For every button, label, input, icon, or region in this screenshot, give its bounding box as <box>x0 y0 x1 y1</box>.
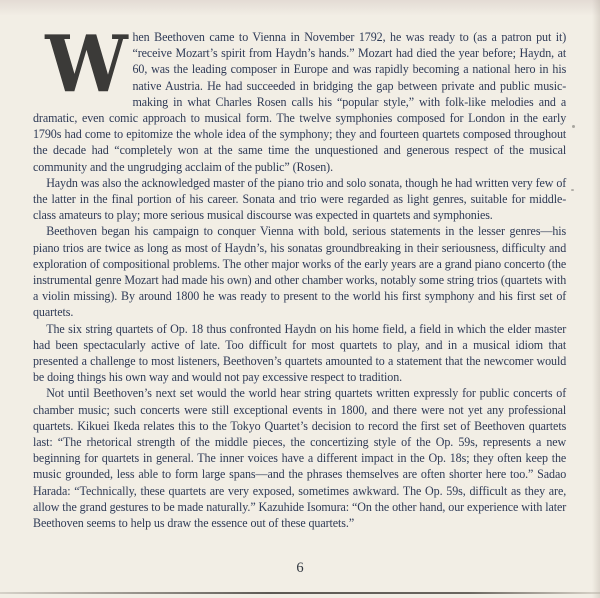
paragraph-1-text: hen Beethoven came to Vienna in November 1792, he was ready to (as a patron put it) “receive Mozart’s spirit from Haydn’s hands.” Mozart had died the year before; Haydn, at 60, was the leading composer in Europe and was rapidly becoming a national hero in his native Austria. He had succeeded in bridging the gap between private and public music-making in what Charles Rosen calls his “popular style,” with folk-like melodies and a dramatic, even comic approach to musical form. The twelve symphonies composed for London in the early 1790s had come to epitomize the whole idea of the symphony; they and fourteen quartets composed throughout the decade had “completely won at the same time the unquestioned and generous respect of the musical community and the ungrudging acclaim of the public” (Rosen). <box>33 30 567 174</box>
scan-dust-speck <box>571 189 574 191</box>
paragraph-4: The six string quartets of Op. 18 thus confronted Haydn on his home field, a field in which the elder master had been spectacularly active of late. Too difficult for most quartets to play, and in a musical idiom that presented a challenge to most listeners, Beethoven’s quartets amounted to a statement that the newcomer would be doing things his own way and would not pay excessive respect to tradition. <box>33 321 567 385</box>
liner-notes-text <box>33 19 567 531</box>
paragraph-1 <box>33 19 567 175</box>
drop-cap-letter: W <box>45 19 125 110</box>
paragraph-5: Not until Beethoven’s next set would the world hear string quartets written expressly for public concerts of chamber music; such concerts were still exceptional events in 1800, and there were not yet any professional quartets. Kikuei Ikeda relates this to the Tokyo Quartet’s decision to record the first set of Beethoven quartets last: “The rhetorical strength of the middle pieces, the concertizing style of the Op. 59s, represents a new beginning for quartets in general. The inner voices have a different impact in the Op. 18s; they often keep the music grounded, less able to form large spans—and the phrases themselves are often shorter here too.” Sadao Harada: “Technically, these quartets are very exposed, sometimes awkward. The Op. 59s, difficult as they are, allow the grand gestures to be made naturally.” Kazuhide Isomura: “On the other hand, our experience with later Beethoven seems to help us draw the essence out of these quartets.” <box>33 386 567 531</box>
paragraph-3: Beethoven began his campaign to conquer Vienna with bold, serious statements in the lesser genres—his piano trios are twice as long as most of Haydn’s, his sonatas groundbreaking in their seriousness, difficulty and exploration of compositional problems. The other major works of the early years are a grand piano concerto (the instrumental genre Mozart had made his own) and other chamber works, notably some string trios (quartets with a violin missing). By around 1800 he was ready to present to the world his first symphony and his first set of quartets. <box>33 224 567 320</box>
scan-edge-shadow-right <box>592 0 600 598</box>
page-number: 6 <box>296 560 304 576</box>
scan-edge-shadow-top <box>0 0 600 16</box>
scan-page-edge-line <box>0 592 600 594</box>
paragraph-2: Haydn was also the acknowledged master of the piano trio and solo sonata, though he had written very few of the latter in the final portion of his career. Sonata and trio were regarded as light genres, suitable for middle-class amateurs to play; more serious musical discourse was expected in quartets and symphonies. <box>33 175 567 223</box>
scan-dust-speck <box>572 125 575 128</box>
